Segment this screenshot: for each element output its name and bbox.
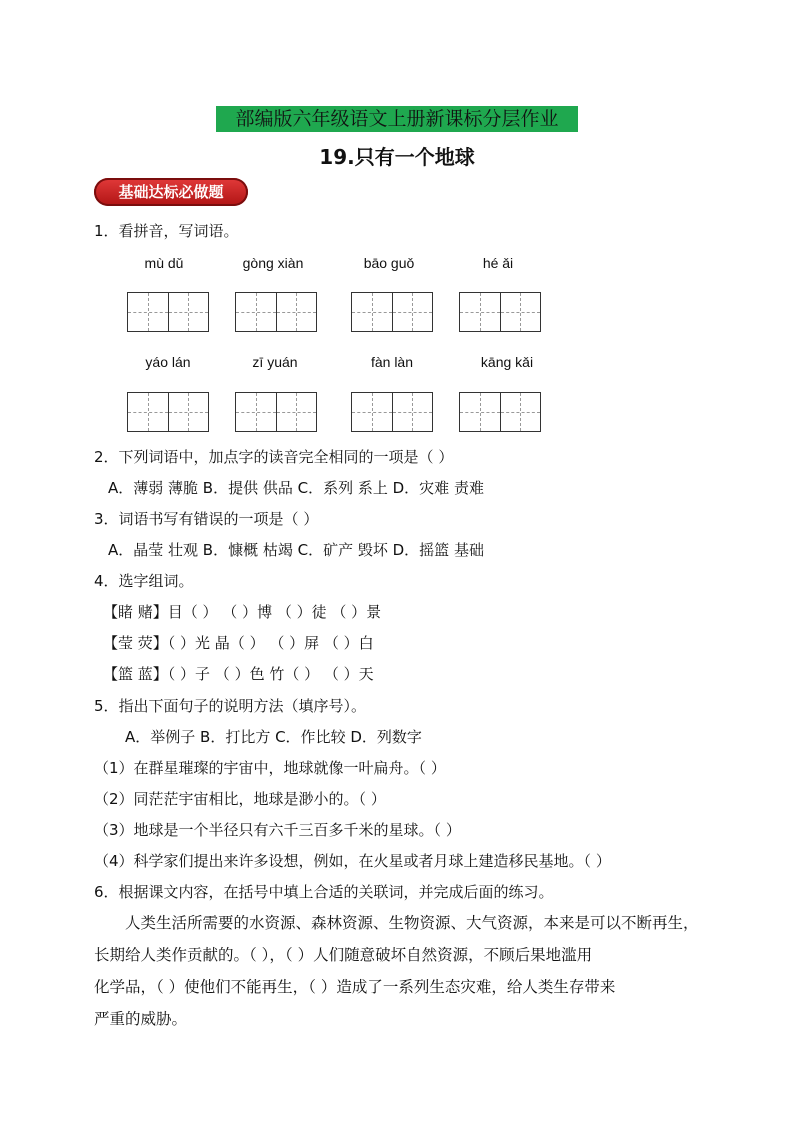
question-4-line: 【睹 赌】目（ ） （ ）博 （ ）徒 （ ）景 <box>103 603 382 621</box>
question-6-stem: 6．根据课文内容，在括号中填上合适的关联词，并完成后面的练习。 <box>94 883 554 901</box>
passage-line: 长期给人类作贡献的。（ ），（ ）人们随意破坏自然资源，不顾后果地滥用 <box>94 946 593 964</box>
writing-grid[interactable] <box>235 392 317 432</box>
question-4-line: 【莹 荧】（ ）光 晶（ ） （ ）屏 （ ）白 <box>103 634 374 652</box>
question-2-stem: 2．下列词语中，加点字的读音完全相同的一项是（ ） <box>94 448 454 466</box>
question-5-options: A．举例子 B．打比方 C．作比较 D．列数字 <box>125 728 422 746</box>
question-4-line: 【篮 蓝】（ ）子 （ ）色 竹（ ） （ ）天 <box>103 665 374 683</box>
passage-line: 严重的威胁。 <box>94 1010 188 1028</box>
question-5-stem: 5．指出下面句子的说明方法（填序号）。 <box>94 697 367 715</box>
writing-grid[interactable] <box>459 392 541 432</box>
question-5-item: （1）在群星璀璨的宇宙中，地球就像一叶扁舟。（ ） <box>94 759 446 777</box>
passage-line: 化学品，（ ）使他们不能再生，（ ）造成了一系列生态灾难，给人类生存带来 <box>94 978 616 996</box>
worksheet-banner: 部编版六年级语文上册新课标分层作业 <box>216 106 578 132</box>
question-1-stem: 1．看拼音，写词语。 <box>94 222 239 240</box>
pinyin-6: zī yuán <box>252 354 298 370</box>
writing-grid[interactable] <box>127 292 209 332</box>
question-3-stem: 3．词语书写有错误的一项是（ ） <box>94 510 319 528</box>
pinyin-2: gòng xiàn <box>242 255 304 271</box>
question-5-item: （2）同茫茫宇宙相比，地球是渺小的。（ ） <box>94 790 386 808</box>
pinyin-1: mù dǔ <box>144 255 184 271</box>
pinyin-4: hé ǎi <box>482 255 514 271</box>
question-2-options: A．薄弱 薄脆 B．提供 供品 C．系列 系上 D．灾难 责难 <box>108 479 484 497</box>
writing-grid[interactable] <box>351 292 433 332</box>
question-5-item: （4）科学家们提出来许多设想，例如，在火星或者月球上建造移民基地。（ ） <box>94 852 611 870</box>
pinyin-5: yáo lán <box>145 354 191 370</box>
writing-grid[interactable] <box>235 292 317 332</box>
lesson-title: 19.只有一个地球 <box>319 145 475 169</box>
passage-line: 人类生活所需要的水资源、森林资源、生物资源、大气资源，本来是可以不断再生， <box>125 914 699 932</box>
question-3-options: A．晶莹 壮观 B．慷概 枯竭 C．矿产 毁坏 D．摇篮 基础 <box>108 541 484 559</box>
question-5-item: （3）地球是一个半径只有六千三百多千米的星球。（ ） <box>94 821 461 839</box>
section-tab: 基础达标必做题 <box>94 178 248 206</box>
pinyin-7: fàn làn <box>370 354 414 370</box>
writing-grid[interactable] <box>459 292 541 332</box>
pinyin-8: kāng kǎi <box>480 354 534 370</box>
writing-grid[interactable] <box>127 392 209 432</box>
pinyin-3: bāo guǒ <box>363 255 415 271</box>
question-4-stem: 4．选字组词。 <box>94 572 194 590</box>
writing-grid[interactable] <box>351 392 433 432</box>
